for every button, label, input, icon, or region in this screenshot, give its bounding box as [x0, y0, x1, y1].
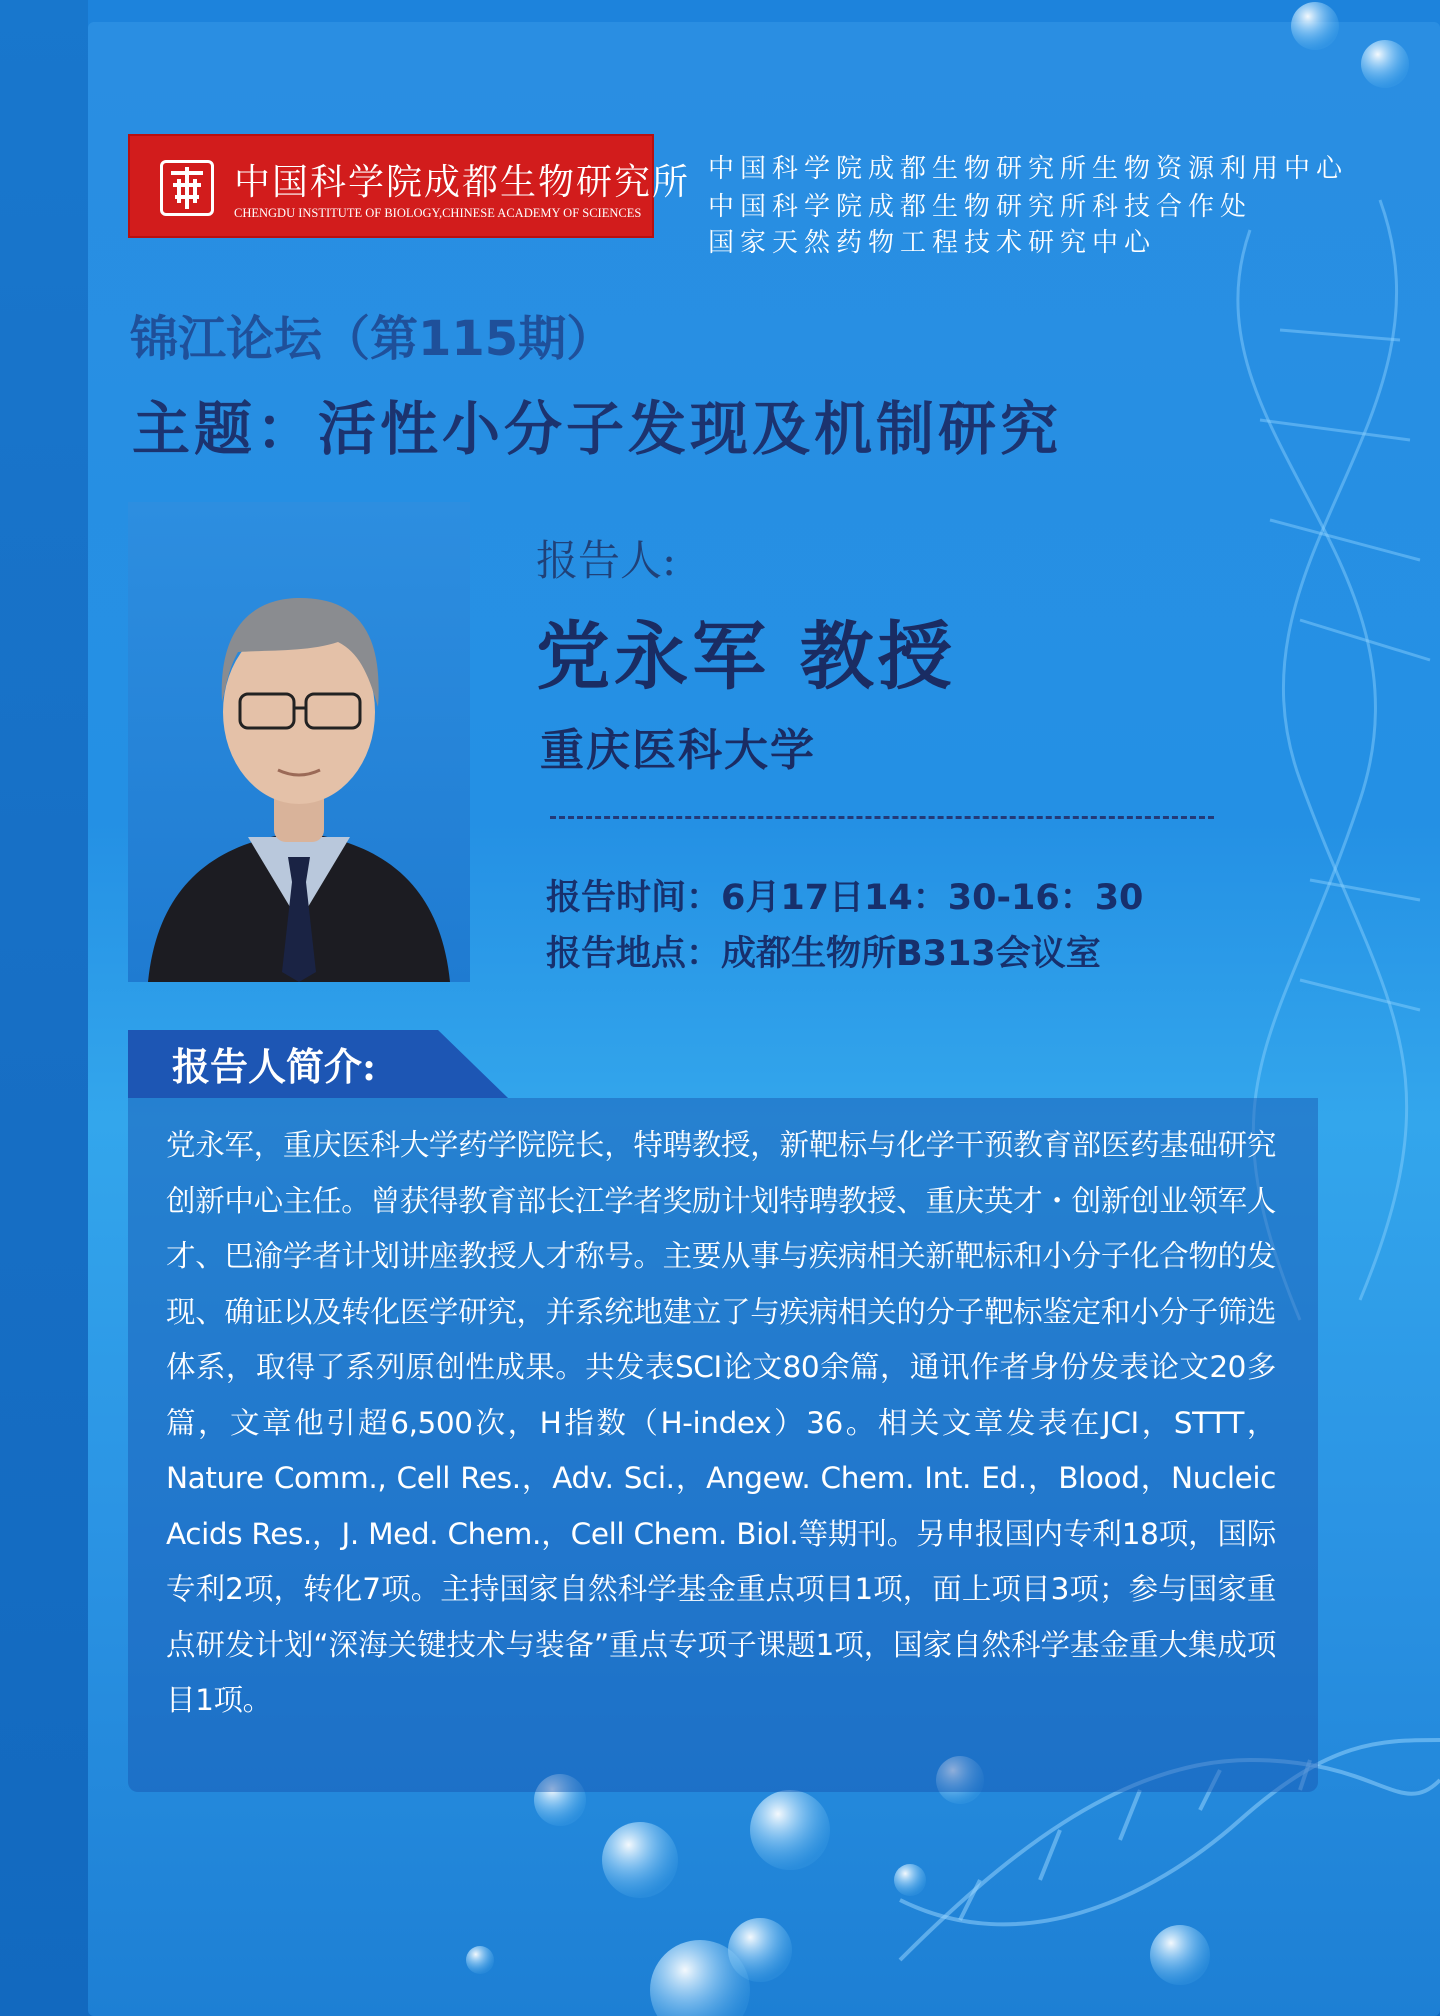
organizer-line-3: 国家天然药物工程技术研究中心 — [708, 228, 1157, 258]
report-place: 报告地点：成都生物所B313会议室 — [546, 934, 1101, 974]
dashed-divider — [550, 816, 1214, 819]
seal-icon — [160, 160, 214, 216]
series-title: 锦江论坛（第115期） — [130, 311, 615, 367]
bio-heading: 报告人简介: — [172, 1044, 377, 1089]
speaker-photo — [128, 502, 470, 982]
organizer-line-1: 中国科学院成都生物研究所生物资源利用中心 — [708, 154, 1349, 184]
topic-title: 主题：活性小分子发现及机制研究 — [132, 395, 1063, 463]
speaker-affiliation: 重庆医科大学 — [540, 725, 816, 776]
bio-text: 党永军，重庆医科大学药学院院长，特聘教授，新靶标与化学干预教育部医药基础研究创新中心主任。曾获得教育部长江学者奖励计划特聘教授、重庆英才・创新创业领军人才、巴渝学者计划讲座教授人才称号。主要从事与疾病相关新靶标和小分子化合物的发现、确证以及转化医学研究，并系统地建立了与疾病相关的分子靶标鉴定和小分子筛选体系，取得了系列原创性成果。共发表SCI论文80余篇，通讯作者身份发表论文20多篇，文章他引超6,500次，H指数（H-index）36。相关文章发表在JCI，STTT，Nature Comm., Cell Res.，Adv. Sci.，Angew. Chem. Int. Ed.，Blood，Nucleic Acids Res.，J. Med. Chem.，Cell Chem. Biol.等期刊。另申报国内专利18项，国际专利2项，转化7项。主持国家自然科学基金重点项目1项，面上项目3项；参与国家重点研发计划“深海关键技术与装备”重点专项子课题1项，国家自然科学基金重大集成项目1项。 — [166, 1128, 1276, 1717]
report-time: 报告时间：6月17日14：30-16：30 — [546, 878, 1144, 918]
institute-logo — [128, 134, 691, 238]
speaker-label: 报告人: — [536, 536, 677, 585]
speaker-name: 党永军 教授 — [536, 614, 956, 700]
organizer-line-2: 中国科学院成都生物研究所科技合作处 — [708, 192, 1253, 222]
logo-name-cn: 中国科学院成都生物研究所 — [234, 162, 691, 203]
logo-name-en: CHENGDU INSTITUTE OF BIOLOGY,CHINESE ACADEMY OF SCIENCES — [234, 206, 642, 220]
